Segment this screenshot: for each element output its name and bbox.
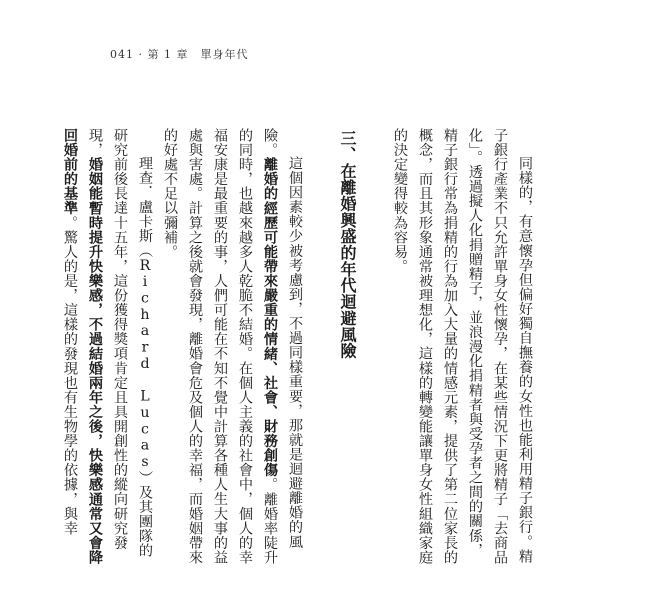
paragraph-text: 。離婚率陡升的同時，也越來越多人乾脆不結婚。在個人主義的社會中，個人的幸福安康是最重要的事，人們可能在不知不覺中計算各種人生大事的益處與害處。計算之後就會發現，離婚會危及個人的幸福，而婚姻帶來的好處不足以彌補。 <box>162 128 278 565</box>
paragraph-text: 。驚人的是，這樣的發現也有生物學的依據，與幸 <box>62 215 78 536</box>
paragraph-lucas-study <box>57 128 157 568</box>
blank-line <box>307 128 332 568</box>
running-header: 041 · 第 1 章 單身年代 <box>110 48 249 61</box>
paragraph-divorce-risk <box>157 128 307 568</box>
blank-line <box>362 128 387 568</box>
paragraph-text: 這個因素較少被考慮到，不過同樣重要，那就是迴避離婚的風險。 <box>262 128 303 550</box>
vertical-body-text <box>57 128 537 568</box>
emphasis-text: 婚姻能暫時提升快樂感，不過結婚兩年之後，快樂感通常又會降回婚前的基準 <box>62 128 103 565</box>
paragraph-sperm-bank: 同樣的，有意懷孕但偏好獨自撫養的女性也能利用精子銀行。精子銀行產業不只允許單身女性懷孕，在某些情況下更將精子「去商品化」。透過擬人化捐贈精子，並浪漫化捐精者與受孕者之間的關係，精子銀行常為捐精的行為加入大量的情感元素，提供了第二位家長的概念，而且其形象通常被理想化，這樣的轉變能讓單身女性組織家庭的決定變得較為容易。 <box>392 128 533 565</box>
emphasis-text: 離婚的經歷可能帶來嚴重的情緒、社會、財務創傷 <box>262 157 278 478</box>
paragraph-text: 理查．盧卡斯（Richard Lucas）及其團隊的研究前後長達十五年，這份獲得獎項肯定且具開創性的縱向研究發現， <box>87 128 153 559</box>
section-heading: 三、在離婚興盛的年代迴避風險 <box>338 130 357 359</box>
